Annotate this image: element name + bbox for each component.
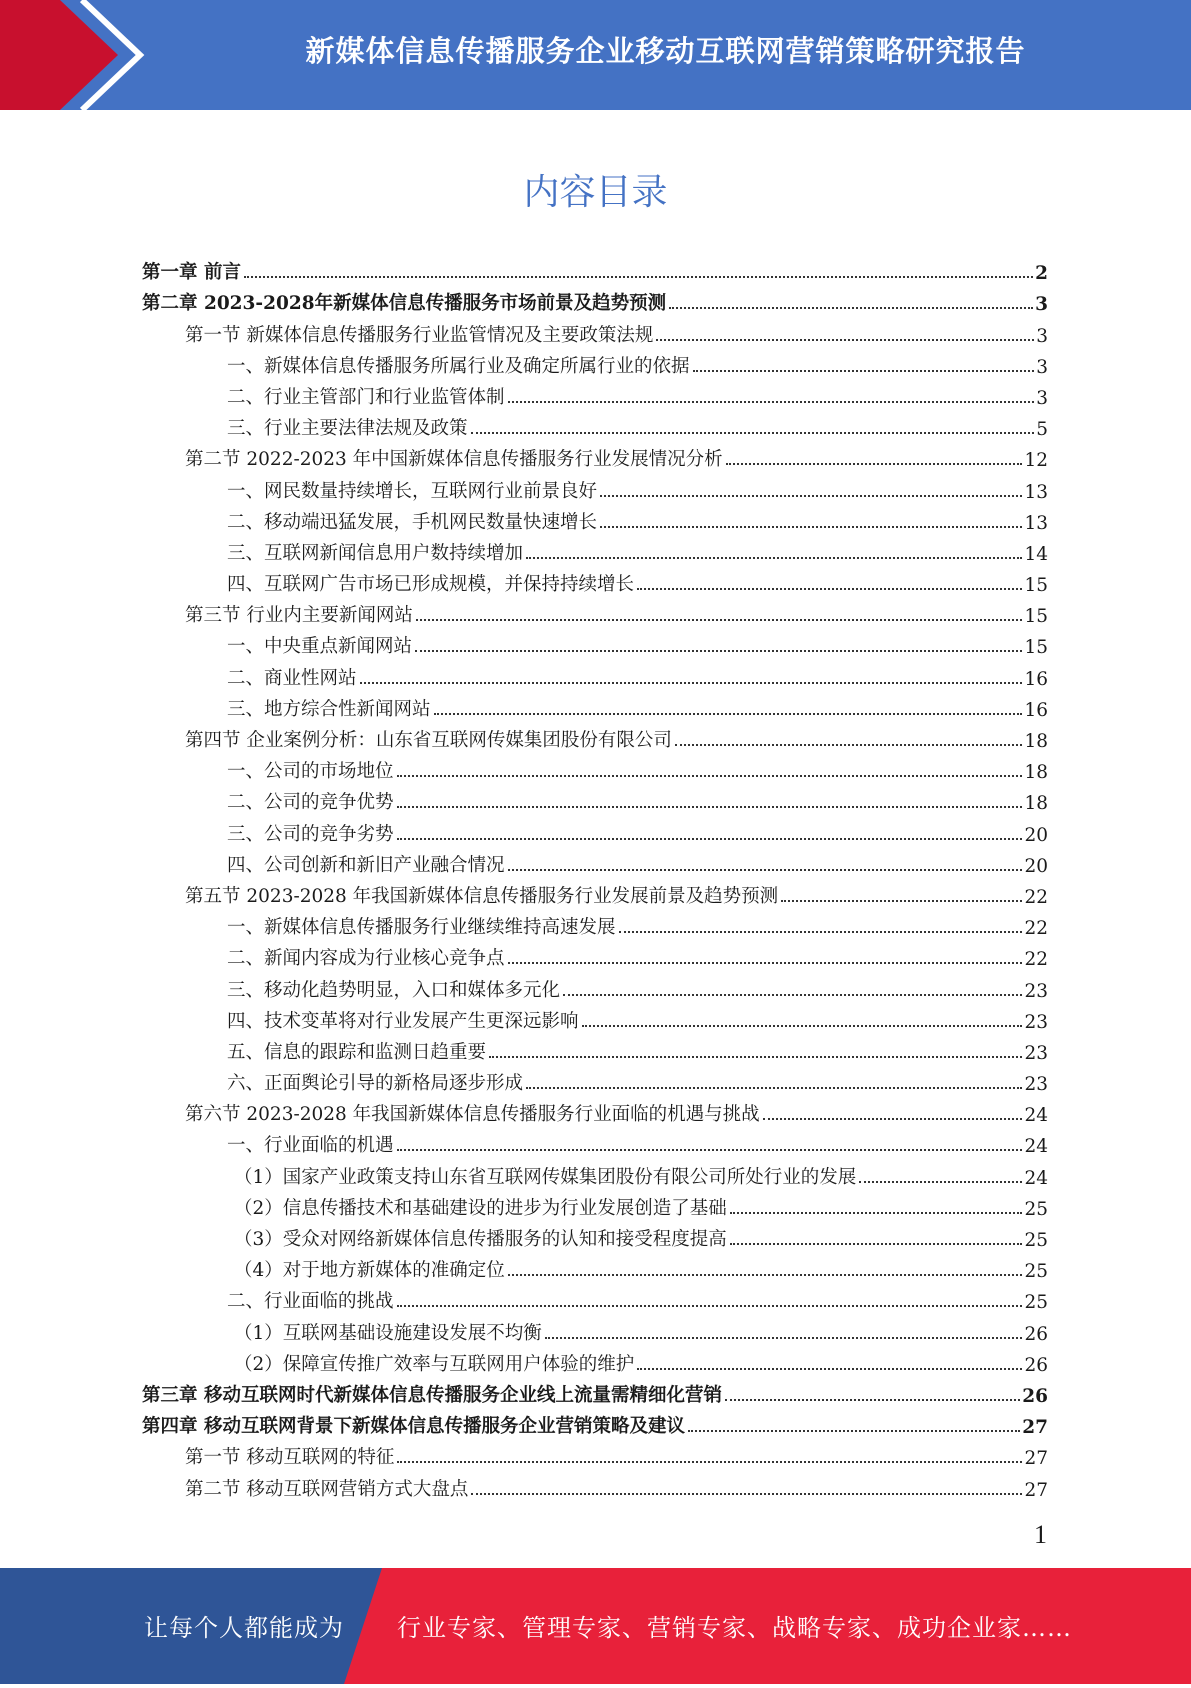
toc-dot-leader — [397, 1461, 1022, 1463]
toc-entry-page: 24 — [1024, 1167, 1048, 1189]
toc-entry-title: （1）互联网基础设施建设发展不均衡 — [234, 1322, 542, 1344]
toc-entry-page: 25 — [1024, 1230, 1048, 1251]
toc-entry-title: 第二节 移动互联网营销方式大盘点 — [185, 1478, 469, 1500]
toc-entry-title: 二、商业性网站 — [227, 667, 357, 689]
toc-dot-leader — [781, 900, 1022, 902]
toc-dot-leader — [725, 1399, 1020, 1401]
toc-dot-leader — [582, 1025, 1023, 1027]
toc-entry-page: 22 — [1024, 949, 1048, 971]
toc-entry-title: 第三章 移动互联网时代新媒体信息传播服务企业线上流量需精细化营销 — [142, 1384, 722, 1406]
table-of-contents — [142, 253, 1048, 1501]
toc-entry[interactable] — [142, 284, 1048, 315]
toc-entry-title: 第四节 企业案例分析：山东省互联网传媒集团股份有限公司 — [185, 730, 672, 751]
toc-dot-leader — [434, 713, 1023, 715]
footer-slogan-left: 让每个人都能成为 — [144, 1614, 344, 1642]
toc-entry[interactable] — [142, 1251, 1048, 1282]
toc-entry-page: 27 — [1024, 1479, 1048, 1501]
toc-entry-page: 27 — [1024, 1448, 1048, 1470]
toc-entry[interactable] — [142, 908, 1048, 939]
page-footer-banner — [0, 1568, 1191, 1684]
toc-entry-page: 2 — [1035, 263, 1048, 285]
toc-entry-page: 15 — [1024, 575, 1048, 597]
toc-entry-title: （1）国家产业政策支持山东省互联网传媒集团股份有限公司所处行业的发展 — [234, 1166, 857, 1188]
toc-entry-title: 四、公司创新和新旧产业融合情况 — [227, 854, 505, 876]
toc-entry-page: 25 — [1024, 1261, 1048, 1283]
toc-dot-leader — [415, 650, 1022, 652]
toc-dot-leader — [508, 1274, 1023, 1276]
toc-entry-title: 二、行业面临的挑战 — [227, 1291, 394, 1313]
toc-entry-page: 3 — [1035, 294, 1048, 316]
toc-dot-leader — [675, 744, 1023, 746]
toc-entry-page: 20 — [1024, 824, 1048, 846]
toc-entry-title: 四、互联网广告市场已形成规模，并保持持续增长 — [227, 574, 635, 596]
toc-entry-title: 三、移动化趋势明显，入口和媒体多元化 — [227, 979, 561, 1001]
toc-dot-leader — [545, 1337, 1023, 1339]
page-header-banner — [0, 0, 1191, 110]
toc-entry-title: 一、公司的市场地位 — [227, 761, 394, 783]
toc-entry[interactable] — [142, 347, 1048, 378]
toc-entry-page: 13 — [1024, 512, 1048, 534]
toc-entry-page: 13 — [1024, 481, 1048, 503]
toc-entry-title: 三、互联网新闻信息用户数持续增加 — [227, 542, 524, 564]
toc-entry-page: 14 — [1024, 543, 1048, 565]
toc-entry-page: 18 — [1024, 793, 1048, 815]
toc-entry[interactable] — [142, 721, 1048, 752]
toc-dot-leader — [489, 1056, 1022, 1058]
toc-entry-page: 18 — [1024, 762, 1048, 784]
toc-entry-title: 二、移动端迅猛发展，手机网民数量快速增长 — [227, 511, 598, 533]
toc-entry-title: 第一节 移动互联网的特征 — [185, 1447, 395, 1469]
toc-entry[interactable] — [142, 409, 1048, 440]
toc-entry[interactable] — [142, 1064, 1048, 1095]
toc-entry-title: 一、网民数量持续增长，互联网行业前景良好 — [227, 480, 598, 502]
toc-dot-leader — [397, 775, 1023, 777]
toc-entry-page: 26 — [1024, 1323, 1048, 1345]
toc-entry-title: 五、信息的跟踪和监测日趋重要 — [227, 1041, 487, 1063]
toc-entry-page: 24 — [1024, 1136, 1048, 1158]
toc-entry-title: 六、正面舆论引导的新格局逐步形成 — [227, 1073, 524, 1095]
toc-entry[interactable] — [142, 1220, 1048, 1251]
toc-dot-leader — [508, 962, 1023, 964]
toc-entry-page: 16 — [1024, 699, 1048, 721]
toc-entry-title: 三、公司的竞争劣势 — [227, 823, 394, 845]
toc-entry[interactable] — [142, 1157, 1048, 1188]
toc-entry[interactable] — [142, 814, 1048, 845]
toc-dot-leader — [244, 276, 1033, 278]
toc-entry-title: 二、新闻内容成为行业核心竞争点 — [227, 948, 505, 970]
toc-entry[interactable] — [142, 783, 1048, 814]
toc-entry[interactable] — [142, 752, 1048, 783]
toc-dot-leader — [397, 838, 1023, 840]
toc-entry-title: 一、中央重点新闻网站 — [227, 636, 413, 658]
toc-dot-leader — [656, 339, 1034, 341]
toc-dot-leader — [526, 1087, 1022, 1089]
toc-dot-leader — [360, 682, 1023, 684]
toc-entry-page: 3 — [1036, 356, 1048, 378]
toc-entry[interactable] — [142, 1438, 1048, 1469]
toc-dot-leader — [688, 1430, 1020, 1432]
toc-entry[interactable] — [142, 1126, 1048, 1157]
toc-dot-leader — [397, 1305, 1023, 1307]
toc-dot-leader — [859, 1181, 1022, 1183]
toc-entry-title: 一、新媒体信息传播服务所属行业及确定所属行业的依据 — [227, 355, 690, 377]
toc-entry-page: 15 — [1024, 637, 1048, 659]
toc-dot-leader — [416, 619, 1023, 621]
toc-dot-leader — [600, 495, 1022, 497]
toc-entry[interactable] — [142, 471, 1048, 502]
toc-entry-title: 第五节 2023-2028 年我国新媒体信息传播服务行业发展前景及趋势预测 — [185, 885, 779, 907]
toc-entry[interactable] — [142, 1002, 1048, 1033]
toc-entry[interactable] — [142, 534, 1048, 565]
toc-entry-title: 二、行业主管部门和行业监管体制 — [227, 386, 505, 408]
toc-entry-title: 四、技术变革将对行业发展产生更深远影响 — [227, 1010, 579, 1032]
toc-entry-page: 15 — [1024, 606, 1048, 628]
toc-entry-page: 3 — [1036, 325, 1048, 347]
toc-entry[interactable] — [142, 1407, 1048, 1438]
footer-slogan-right: 行业专家、管理专家、营销专家、战略专家、成功企业家…… — [397, 1614, 1072, 1642]
toc-entry-title: 一、新媒体信息传播服务行业继续维持高速发展 — [227, 917, 616, 939]
toc-entry-page: 25 — [1024, 1292, 1048, 1314]
toc-entry-page: 26 — [1024, 1354, 1048, 1376]
toc-dot-leader — [693, 370, 1035, 372]
toc-dot-leader — [508, 401, 1035, 403]
toc-entry-title: 二、公司的竞争优势 — [227, 792, 394, 814]
page-number: 1 — [1034, 1520, 1047, 1549]
toc-entry[interactable] — [142, 1313, 1048, 1344]
toc-entry[interactable] — [142, 1345, 1048, 1376]
toc-entry-title: （4）对于地方新媒体的准确定位 — [234, 1260, 505, 1282]
toc-entry-title: 第四章 移动互联网背景下新媒体信息传播服务企业营销策略及建议 — [142, 1416, 685, 1438]
toc-entry[interactable] — [142, 877, 1048, 908]
toc-dot-leader — [726, 463, 1023, 465]
toc-dot-leader — [397, 806, 1023, 808]
toc-entry-page: 24 — [1024, 1105, 1048, 1127]
toc-entry[interactable] — [142, 378, 1048, 409]
toc-entry[interactable] — [142, 565, 1048, 596]
toc-entry-page: 27 — [1022, 1417, 1048, 1439]
toc-entry[interactable] — [142, 440, 1048, 471]
toc-entry-page: 23 — [1024, 1011, 1048, 1033]
toc-entry-title: 一、行业面临的机遇 — [227, 1135, 394, 1157]
toc-dot-leader — [637, 588, 1022, 590]
toc-entry-title: （3）受众对网络新媒体信息传播服务的认知和接受程度提高 — [234, 1229, 727, 1250]
toc-entry[interactable] — [142, 939, 1048, 970]
toc-heading: 内容目录 — [523, 172, 668, 213]
toc-entry-page: 23 — [1024, 1042, 1048, 1064]
toc-dot-leader — [600, 526, 1022, 528]
toc-entry-title: 第二节 2022-2023 年中国新媒体信息传播服务行业发展情况分析 — [185, 449, 723, 471]
toc-entry[interactable] — [142, 596, 1048, 627]
toc-entry[interactable] — [142, 627, 1048, 658]
toc-dot-leader — [730, 1212, 1023, 1214]
toc-entry-title: 第二章 2023-2028年新媒体信息传播服务市场前景及趋势预测 — [142, 293, 667, 315]
toc-entry-page: 20 — [1024, 855, 1048, 877]
toc-entry-page: 26 — [1022, 1385, 1048, 1407]
toc-entry[interactable] — [142, 253, 1048, 284]
toc-dot-leader — [471, 432, 1035, 434]
toc-entry[interactable] — [142, 315, 1048, 346]
toc-entry-page: 23 — [1024, 1074, 1048, 1096]
toc-entry-page: 22 — [1024, 886, 1048, 908]
toc-entry-page: 18 — [1024, 731, 1048, 752]
toc-dot-leader — [619, 931, 1023, 933]
toc-entry-title: 第三节 行业内主要新闻网站 — [185, 605, 413, 627]
toc-entry[interactable] — [142, 690, 1048, 721]
toc-entry-title: （2）信息传播技术和基础建设的进步为行业发展创造了基础 — [234, 1197, 727, 1219]
toc-entry-page: 23 — [1024, 980, 1048, 1002]
toc-entry-title: 第一节 新媒体信息传播服务行业监管情况及主要政策法规 — [185, 324, 654, 346]
toc-entry[interactable] — [142, 846, 1048, 877]
toc-dot-leader — [637, 1368, 1022, 1370]
toc-dot-leader — [397, 1149, 1023, 1151]
report-title: 新媒体信息传播服务企业移动互联网营销策略研究报告 — [305, 34, 1026, 68]
toc-entry[interactable] — [142, 1282, 1048, 1313]
toc-entry[interactable] — [142, 503, 1048, 534]
toc-entry[interactable] — [142, 1033, 1048, 1064]
toc-entry[interactable] — [142, 1469, 1048, 1500]
toc-entry-page: 16 — [1024, 668, 1048, 690]
toc-dot-leader — [508, 869, 1023, 871]
toc-dot-leader — [669, 307, 1033, 309]
toc-entry-title: （2）保障宣传推广效率与互联网用户体验的维护 — [234, 1353, 635, 1375]
toc-entry-page: 12 — [1024, 450, 1048, 472]
toc-entry[interactable] — [142, 658, 1048, 689]
toc-entry-page: 3 — [1036, 387, 1048, 409]
toc-dot-leader — [563, 994, 1022, 996]
toc-dot-leader — [763, 1118, 1023, 1120]
toc-entry-title: 三、行业主要法律法规及政策 — [227, 418, 468, 440]
toc-entry[interactable] — [142, 1376, 1048, 1407]
toc-entry[interactable] — [142, 1189, 1048, 1220]
toc-entry-page: 5 — [1036, 419, 1048, 441]
toc-dot-leader — [730, 1243, 1023, 1245]
toc-entry[interactable] — [142, 970, 1048, 1001]
toc-entry-page: 25 — [1024, 1198, 1048, 1220]
toc-entry-title: 三、地方综合性新闻网站 — [227, 698, 431, 720]
toc-dot-leader — [471, 1493, 1022, 1495]
toc-entry-title: 第一章 前言 — [142, 262, 241, 284]
toc-dot-leader — [526, 557, 1022, 559]
toc-entry-title: 第六节 2023-2028 年我国新媒体信息传播服务行业面临的机遇与挑战 — [185, 1104, 760, 1126]
toc-entry-page: 22 — [1024, 918, 1048, 940]
toc-entry[interactable] — [142, 1095, 1048, 1126]
